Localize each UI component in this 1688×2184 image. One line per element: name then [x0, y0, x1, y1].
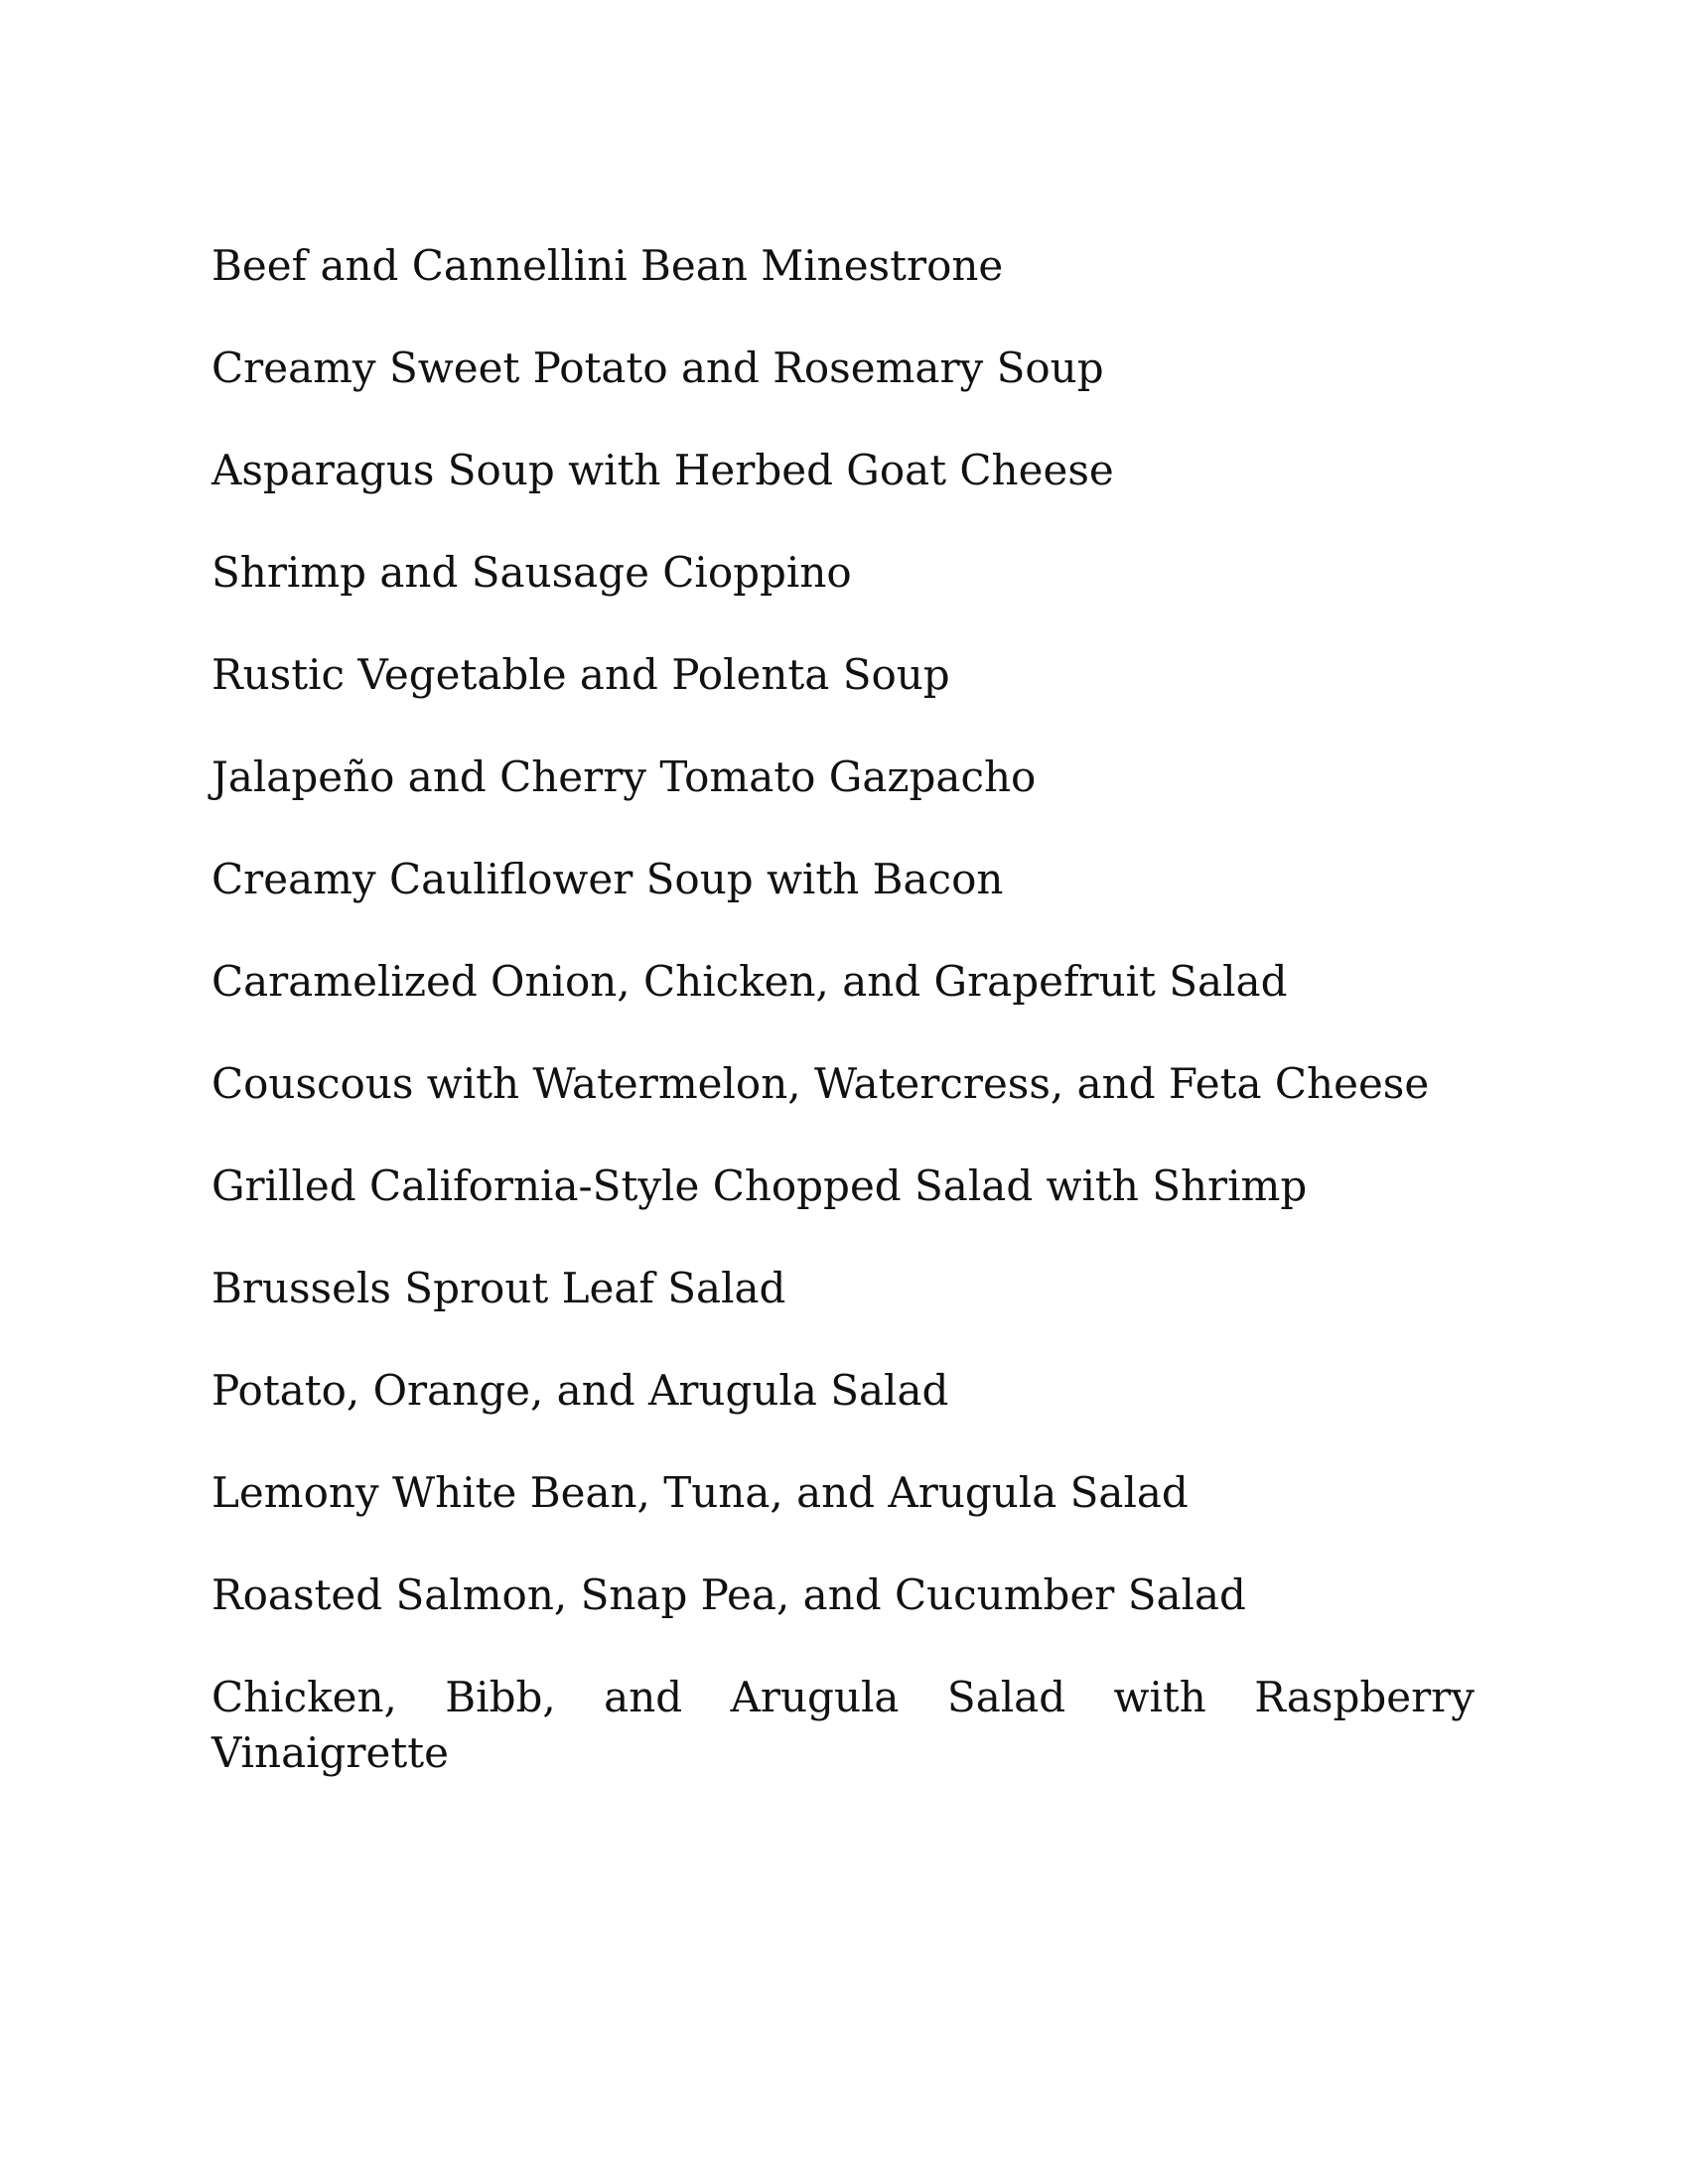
recipe-item: Beef and Cannellini Bean Minestrone	[211, 241, 1004, 290]
recipe-item: Shrimp and Sausage Cioppino	[211, 548, 852, 597]
recipe-item: Creamy Cauliflower Soup with Bacon	[211, 855, 1004, 903]
recipe-item: Roasted Salmon, Snap Pea, and Cucumber Salad	[211, 1570, 1246, 1619]
recipe-item: Rustic Vegetable and Polenta Soup	[211, 650, 950, 699]
recipe-item: Creamy Sweet Potato and Rosemary Soup	[211, 343, 1104, 392]
recipe-list	[211, 238, 1475, 1828]
recipe-item: Grilled California-Style Chopped Salad with Shrimp	[211, 1161, 1308, 1210]
recipe-item: Lemony White Bean, Tuna, and Arugula Salad	[211, 1468, 1189, 1517]
recipe-item: Chicken, Bibb, and Arugula Salad with Raspberry Vinaigrette	[211, 1673, 1475, 1777]
recipe-item: Brussels Sprout Leaf Salad	[211, 1264, 786, 1312]
recipe-item: Jalapeño and Cherry Tomato Gazpacho	[211, 752, 1037, 801]
recipe-item: Potato, Orange, and Arugula Salad	[211, 1366, 949, 1415]
recipe-item: Caramelized Onion, Chicken, and Grapefruit Salad	[211, 957, 1288, 1006]
recipe-item: Asparagus Soup with Herbed Goat Cheese	[211, 446, 1114, 494]
recipe-item: Couscous with Watermelon, Watercress, and Feta Cheese	[211, 1059, 1430, 1108]
